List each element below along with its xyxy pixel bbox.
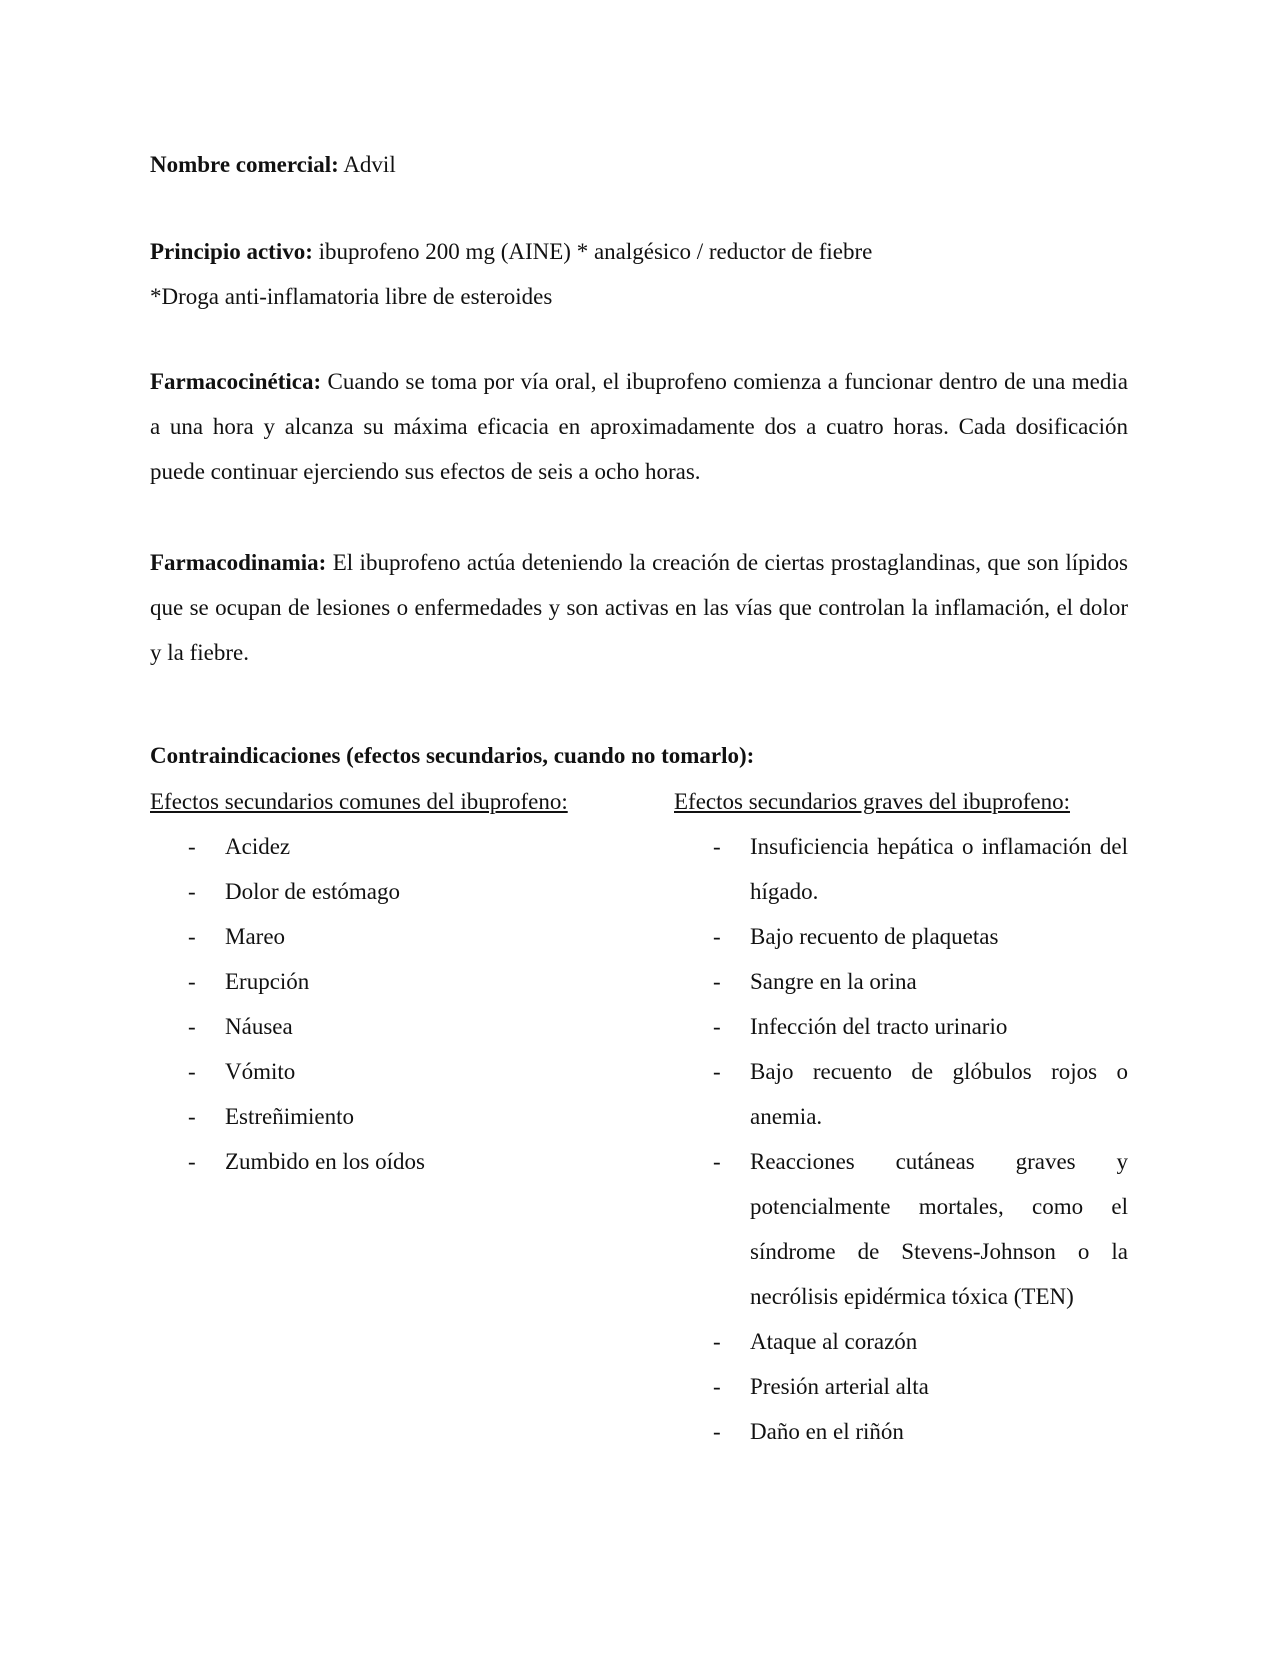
common-effect-item [150, 824, 602, 869]
dash-bullet: - [713, 1374, 721, 1399]
serious-effect-item [674, 1049, 1128, 1139]
dash-bullet: - [713, 924, 721, 949]
dash-bullet: - [188, 1104, 196, 1129]
active-ingredient-line [150, 229, 1128, 274]
serious-effect-item [674, 1409, 1128, 1454]
trade-name-label: Nombre comercial: [150, 152, 339, 177]
dash-bullet: - [713, 1059, 721, 1084]
dash-bullet: - [188, 834, 196, 859]
serious-effect-item-text: Ataque al corazón [750, 1329, 918, 1354]
serious-effects-column [674, 779, 1128, 1454]
serious-effects-heading: Efectos secundarios graves del ibuprofeno: [674, 789, 1070, 814]
common-effect-item [150, 959, 602, 1004]
trade-name-line [150, 142, 1128, 187]
serious-effect-item-text: Bajo recuento de plaquetas [750, 924, 999, 949]
serious-effect-item [674, 959, 1128, 1004]
serious-effect-item [674, 1364, 1128, 1409]
serious-effect-item-text: Bajo recuento de glóbulos rojos o anemia. [750, 1059, 1128, 1129]
active-ingredient-label: Principio activo: [150, 239, 313, 264]
pharmacodynamics-paragraph [150, 540, 1128, 675]
contraindications-heading-text: Contraindicaciones (efectos secundarios, cuando no tomarlo): [150, 743, 755, 768]
active-ingredient-footnote: *Droga anti-inflamatoria libre de esteroides [150, 284, 553, 309]
common-effect-item-text: Dolor de estómago [225, 879, 401, 904]
common-effect-item-text: Vómito [225, 1059, 296, 1084]
serious-effect-item-text: Reacciones cutáneas graves y potencialmente mortales, como el síndrome de Stevens-Johnson o la necrólisis epidérmica tóxica (TEN) [750, 1149, 1128, 1309]
common-effect-item [150, 869, 602, 914]
contraindications-heading [150, 733, 1128, 778]
dash-bullet: - [713, 1149, 721, 1174]
pharmacokinetics-paragraph [150, 359, 1128, 494]
common-effect-item [150, 1004, 602, 1049]
common-effect-item-text: Erupción [225, 969, 310, 994]
common-effect-item [150, 1094, 602, 1139]
pharmacodynamics-label: Farmacodinamia: [150, 550, 327, 575]
serious-effect-item [674, 1319, 1128, 1364]
serious-effect-item-text: Presión arterial alta [750, 1374, 929, 1399]
dash-bullet: - [713, 834, 721, 859]
serious-effects-list [674, 824, 1128, 1454]
dash-bullet: - [713, 1329, 721, 1354]
common-effect-item-text: Estreñimiento [225, 1104, 355, 1129]
dash-bullet: - [713, 1419, 721, 1444]
dash-bullet: - [188, 1059, 196, 1084]
serious-effect-item [674, 914, 1128, 959]
common-effect-item [150, 1139, 602, 1184]
common-effects-column [150, 779, 602, 1184]
serious-effect-item-text: Infección del tracto urinario [750, 1014, 1008, 1039]
common-effect-item-text: Náusea [225, 1014, 293, 1039]
common-effects-heading: Efectos secundarios comunes del ibuprofeno: [150, 789, 568, 814]
pharmacodynamics-text: El ibuprofeno actúa deteniendo la creación de ciertas prostaglandinas, que son lípidos que se ocupan de lesiones o enfermedades y son activas en las vías que controlan la inflamación, el dolor y la fiebre. [150, 550, 1128, 665]
serious-effect-item [674, 1004, 1128, 1049]
serious-effect-item-text: Daño en el riñón [750, 1419, 904, 1444]
dash-bullet: - [188, 969, 196, 994]
dash-bullet: - [188, 1149, 196, 1174]
serious-effect-item [674, 1139, 1128, 1319]
pharmacokinetics-text: Cuando se toma por vía oral, el ibuprofeno comienza a funcionar dentro de una media a una hora y alcanza su máxima eficacia en aproximadamente dos a cuatro horas. Cada dosificación puede continuar ejerciendo sus efectos de seis a ocho horas. [150, 369, 1128, 484]
trade-name-value: Advil [338, 152, 396, 177]
common-effect-item [150, 1049, 602, 1094]
active-ingredient-section [150, 229, 1128, 319]
dash-bullet: - [188, 879, 196, 904]
common-effect-item [150, 914, 602, 959]
common-effects-list [150, 824, 602, 1184]
active-ingredient-value: ibuprofeno 200 mg (AINE) * analgésico / reductor de fiebre [312, 239, 873, 264]
serious-effect-item-text: Insuficiencia hepática o inflamación del hígado. [750, 834, 1128, 904]
dash-bullet: - [713, 1014, 721, 1039]
pharmacokinetics-label: Farmacocinética: [150, 369, 322, 394]
common-effect-item-text: Acidez [225, 834, 291, 859]
serious-effect-item-text: Sangre en la orina [750, 969, 917, 994]
dash-bullet: - [713, 969, 721, 994]
serious-effect-item [674, 824, 1128, 914]
dash-bullet: - [188, 924, 196, 949]
common-effect-item-text: Zumbido en los oídos [225, 1149, 425, 1174]
common-effect-item-text: Mareo [225, 924, 286, 949]
dash-bullet: - [188, 1014, 196, 1039]
